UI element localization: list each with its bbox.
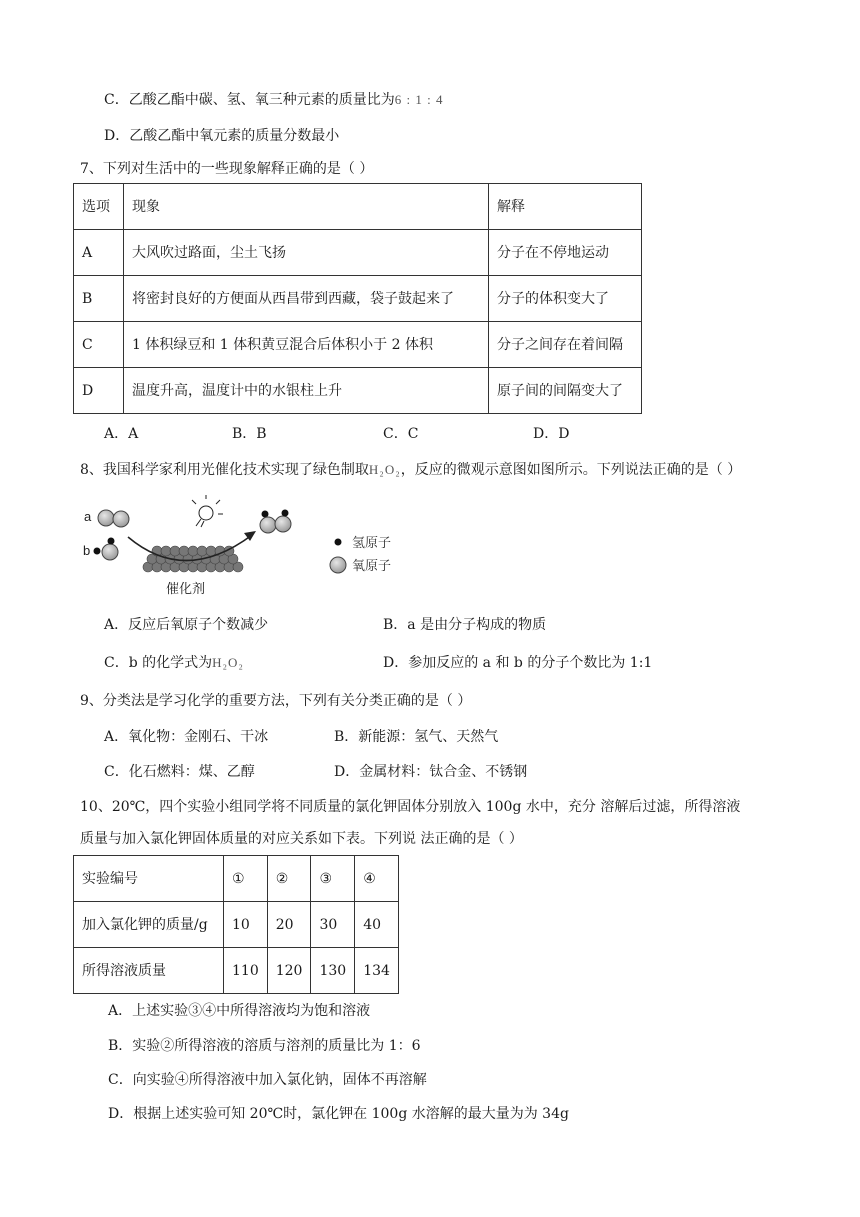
legend-oxygen-icon bbox=[330, 557, 346, 573]
table-row bbox=[74, 902, 399, 948]
q10-cell: 10 bbox=[224, 902, 268, 948]
q10-cell: 所得溶液质量 bbox=[74, 948, 224, 994]
oxygen-atom bbox=[98, 510, 114, 526]
q8-stem-post: ，反应的微观示意图如图所示。下列说法正确的是（ ） bbox=[400, 462, 742, 478]
label-a: a bbox=[84, 509, 92, 524]
q10-cell: ④ bbox=[355, 856, 399, 902]
q7-cell: C bbox=[74, 322, 124, 368]
q9-option-d: D．金属材料：钛合金、不锈钢 bbox=[334, 764, 528, 780]
q7-cell: 分子在不停地运动 bbox=[489, 230, 642, 276]
q8-option-a: A．反应后氧原子个数减少 bbox=[104, 617, 269, 633]
table-row bbox=[74, 230, 642, 276]
oxygen-atom bbox=[260, 517, 276, 533]
q6-option-c-text: C．乙酸乙酯中碳、氢、氧三种元素的质量比为 bbox=[104, 92, 395, 108]
q7-cell: 温度升高，温度计中的水银柱上升 bbox=[124, 368, 489, 414]
q8-stem-pre: 8、我国科学家利用光催化技术实现了绿色制取 bbox=[80, 462, 369, 478]
q9-option-a: A．氧化物：金刚石、干冰 bbox=[104, 729, 269, 745]
table-row bbox=[74, 948, 399, 994]
q7-cell: B bbox=[74, 276, 124, 322]
catalyst-label: 催化剂 bbox=[166, 582, 206, 597]
q7-header-row bbox=[74, 184, 642, 230]
q10-cell: 30 bbox=[311, 902, 355, 948]
q7-cell: D bbox=[74, 368, 124, 414]
q10-option-c: C．向实验④所得溶液中加入氯化钠，固体不再溶解 bbox=[108, 1072, 427, 1088]
q7-cell: A bbox=[74, 230, 124, 276]
q7-option-b: B．B bbox=[232, 426, 267, 442]
oxygen-atom bbox=[275, 516, 291, 532]
q10-option-d: D．根据上述实验可知 20℃时，氯化钾在 100g 水溶解的最大量为为 34g bbox=[108, 1106, 569, 1122]
q8-stem-formula: H₂O₂ bbox=[368, 462, 401, 477]
q8-option-c-formula: H₂O₂ bbox=[212, 655, 244, 670]
legend-hydrogen-label: 氢原子 bbox=[352, 536, 392, 551]
q10-cell: ② bbox=[267, 856, 311, 902]
q7-cell: 大风吹过路面，尘土飞扬 bbox=[124, 230, 489, 276]
q6-mass-ratio: 6 : 1 : 4 bbox=[394, 92, 444, 107]
q8-option-c bbox=[104, 656, 244, 670]
q8-option-c-text: C．b 的化学式为 bbox=[104, 655, 213, 671]
q7-option-d: D．D bbox=[533, 426, 570, 442]
q7-header-cell: 选项 bbox=[74, 184, 124, 230]
q10-cell: 120 bbox=[267, 948, 311, 994]
hydrogen-atom bbox=[94, 548, 101, 555]
q10-cell: ③ bbox=[311, 856, 355, 902]
table-row bbox=[74, 368, 642, 414]
q7-table bbox=[73, 183, 642, 414]
oxygen-atom bbox=[113, 511, 129, 527]
q10-cell: 130 bbox=[311, 948, 355, 994]
q10-cell: 40 bbox=[355, 902, 399, 948]
table-row bbox=[74, 276, 642, 322]
q7-header-cell: 解释 bbox=[489, 184, 642, 230]
hydrogen-atom bbox=[282, 510, 289, 517]
label-b: b bbox=[83, 543, 91, 558]
oxygen-atom bbox=[102, 544, 118, 560]
legend-hydrogen-icon bbox=[335, 539, 342, 546]
q7-cell: 将密封良好的方便面从西昌带到西藏，袋子鼓起来了 bbox=[124, 276, 489, 322]
q10-option-b: B．实验②所得溶液的溶质与溶剂的质量比为 1：6 bbox=[108, 1038, 421, 1054]
legend-oxygen-label: 氧原子 bbox=[352, 559, 392, 574]
q9-option-c: C．化石燃料：煤、乙醇 bbox=[104, 764, 255, 780]
q6-option-c bbox=[104, 93, 443, 107]
q9-option-b: B．新能源：氢气、天然气 bbox=[334, 729, 499, 745]
q9-stem: 9、分类法是学习化学的重要方法，下列有关分类正确的是（ ） bbox=[80, 693, 472, 709]
q8-reaction-diagram bbox=[80, 495, 410, 600]
q7-cell: 分子的体积变大了 bbox=[489, 276, 642, 322]
q7-cell: 分子之间存在着间隔 bbox=[489, 322, 642, 368]
q10-cell: ① bbox=[224, 856, 268, 902]
hydrogen-atom bbox=[262, 511, 269, 518]
q7-header-cell: 现象 bbox=[124, 184, 489, 230]
q10-option-a: A．上述实验③④中所得溶液均为饱和溶液 bbox=[108, 1003, 371, 1019]
q7-cell: 1 体积绿豆和 1 体积黄豆混合后体积小于 2 体积 bbox=[124, 322, 489, 368]
q10-stem-line1: 10、20℃，四个实验小组同学将不同质量的氯化钾固体分别放入 100g 水中，充分 溶解后过滤，所得溶液 bbox=[80, 799, 741, 815]
q10-stem-line2: 质量与加入氯化钾固体质量的对应关系如下表。下列说 法正确的是（ ） bbox=[80, 831, 523, 847]
q8-option-d: D．参加反应的 a 和 b 的分子个数比为 1:1 bbox=[383, 655, 653, 671]
q7-cell: 原子间的间隔变大了 bbox=[489, 368, 642, 414]
light-bulb-icon bbox=[192, 495, 223, 527]
q7-option-c: C．C bbox=[383, 426, 419, 442]
q10-table bbox=[73, 855, 399, 994]
q10-cell: 实验编号 bbox=[74, 856, 224, 902]
q8-option-b: B．a 是由分子构成的物质 bbox=[383, 617, 547, 633]
table-row bbox=[74, 856, 399, 902]
q10-cell: 110 bbox=[224, 948, 268, 994]
q10-cell: 134 bbox=[355, 948, 399, 994]
q10-cell: 加入氯化钾的质量/g bbox=[74, 902, 224, 948]
hydrogen-atom bbox=[108, 538, 115, 545]
table-row bbox=[74, 322, 642, 368]
q10-cell: 20 bbox=[267, 902, 311, 948]
q7-stem: 7、下列对生活中的一些现象解释正确的是（ ） bbox=[80, 161, 374, 177]
q7-option-a: A．A bbox=[104, 426, 139, 442]
q8-stem bbox=[80, 463, 741, 477]
q6-option-d: D．乙酸乙酯中氧元素的质量分数最小 bbox=[104, 128, 340, 144]
